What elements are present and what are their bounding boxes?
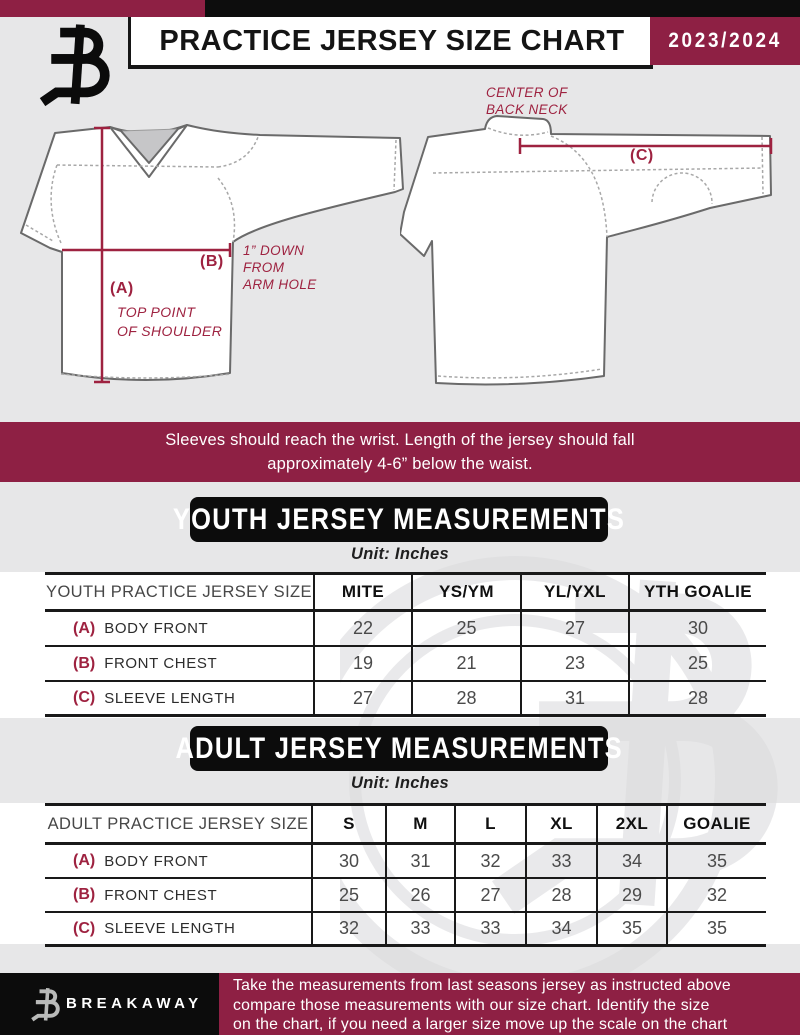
label-c: (C) xyxy=(630,147,654,164)
label-b: (B) xyxy=(200,253,224,270)
table-cell: 35 xyxy=(598,913,668,947)
table-row-label: (C) SLEEVE LENGTH xyxy=(45,682,315,717)
table-cell: 27 xyxy=(522,612,630,647)
youth-col-goalie: YTH GOALIE xyxy=(630,575,766,612)
table-cell: 33 xyxy=(387,913,456,947)
adult-col-2xl: 2XL xyxy=(598,806,668,845)
adult-col-xl: XL xyxy=(527,806,598,845)
table-cell: 28 xyxy=(413,682,522,717)
table-cell: 31 xyxy=(522,682,630,717)
header-black-strip xyxy=(205,0,800,17)
adult-col-l: L xyxy=(456,806,527,845)
notice-line-2: approximately 4-6” below the waist. xyxy=(267,455,533,473)
table-cell: 29 xyxy=(598,879,668,913)
table-cell: 35 xyxy=(668,913,766,947)
table-cell: 25 xyxy=(413,612,522,647)
footer-instructions xyxy=(233,976,793,1035)
table-row-label: (B) FRONT CHEST xyxy=(45,647,315,682)
season-badge xyxy=(650,17,800,65)
table-cell: 26 xyxy=(387,879,456,913)
notice-line-1: Sleeves should reach the wrist. Length of the jersey should fall xyxy=(165,431,635,449)
table-cell: 28 xyxy=(527,879,598,913)
table-cell: 31 xyxy=(387,845,456,879)
header-maroon-strip xyxy=(0,0,205,17)
table-row-label: (B) FRONT CHEST xyxy=(45,879,313,913)
adult-table-header-col0: ADULT PRACTICE JERSEY SIZE xyxy=(45,806,313,845)
table-cell: 22 xyxy=(315,612,413,647)
table-cell: 32 xyxy=(313,913,387,947)
youth-col-ylyxl: YL/YXL xyxy=(522,575,630,612)
table-cell: 33 xyxy=(527,845,598,879)
jersey-back-diagram xyxy=(400,92,800,407)
table-cell: 19 xyxy=(315,647,413,682)
youth-unit-label: Unit: Inches xyxy=(350,545,450,563)
table-row-label: (C) SLEEVE LENGTH xyxy=(45,913,313,947)
table-cell: 30 xyxy=(630,612,766,647)
table-cell: 25 xyxy=(630,647,766,682)
adult-size-table xyxy=(45,803,766,947)
label-a: (A) xyxy=(110,280,134,297)
footer-note-line-3: on the chart, if you need a larger size move up the scale on the chart xyxy=(233,1016,728,1033)
table-cell: 34 xyxy=(527,913,598,947)
youth-size-table xyxy=(45,572,766,717)
table-cell: 27 xyxy=(315,682,413,717)
back-neck-caption: CENTER OF BACK NECK xyxy=(486,85,568,117)
table-cell: 32 xyxy=(668,879,766,913)
adult-col-goalie: GOALIE xyxy=(668,806,766,845)
table-cell: 35 xyxy=(668,845,766,879)
page-title-band xyxy=(128,17,653,69)
table-row-label: (A) BODY FRONT xyxy=(45,845,313,879)
youth-table-header-col0: YOUTH PRACTICE JERSEY SIZE xyxy=(45,575,315,612)
table-cell: 32 xyxy=(456,845,527,879)
season-label: 2023/2024 xyxy=(668,29,782,52)
table-cell: 27 xyxy=(456,879,527,913)
adult-col-s: S xyxy=(313,806,387,845)
fit-notice-banner xyxy=(0,422,800,482)
footer-brand-name: BREAKAWAY xyxy=(66,995,203,1012)
table-cell: 33 xyxy=(456,913,527,947)
armhole-caption: 1” DOWN FROM ARM HOLE xyxy=(243,243,317,292)
page-title: PRACTICE JERSEY SIZE CHART xyxy=(159,24,625,57)
table-cell: 28 xyxy=(630,682,766,717)
youth-col-mite: MITE xyxy=(315,575,413,612)
table-cell: 21 xyxy=(413,647,522,682)
footer-note-line-1: Take the measurements from last seasons jersey as instructed above xyxy=(233,977,731,994)
table-cell: 30 xyxy=(313,845,387,879)
footer-note-line-2: compare those measurements with our size chart. Identify the size xyxy=(233,996,710,1014)
table-cell: 25 xyxy=(313,879,387,913)
adult-section-title: ADULT JERSEY MEASUREMENTS xyxy=(190,726,608,771)
table-row-label: (A) BODY FRONT xyxy=(45,612,315,647)
breakaway-footer-logo-icon xyxy=(28,986,64,1024)
youth-col-ysym: YS/YM xyxy=(413,575,522,612)
table-cell: 23 xyxy=(522,647,630,682)
jersey-front-diagram xyxy=(8,95,413,395)
adult-col-m: M xyxy=(387,806,456,845)
shoulder-caption: TOP POINT OF SHOULDER xyxy=(117,304,223,339)
table-cell: 34 xyxy=(598,845,668,879)
youth-section-title: YOUTH JERSEY MEASUREMENTS xyxy=(190,497,608,542)
adult-unit-label: Unit: Inches xyxy=(350,774,450,792)
